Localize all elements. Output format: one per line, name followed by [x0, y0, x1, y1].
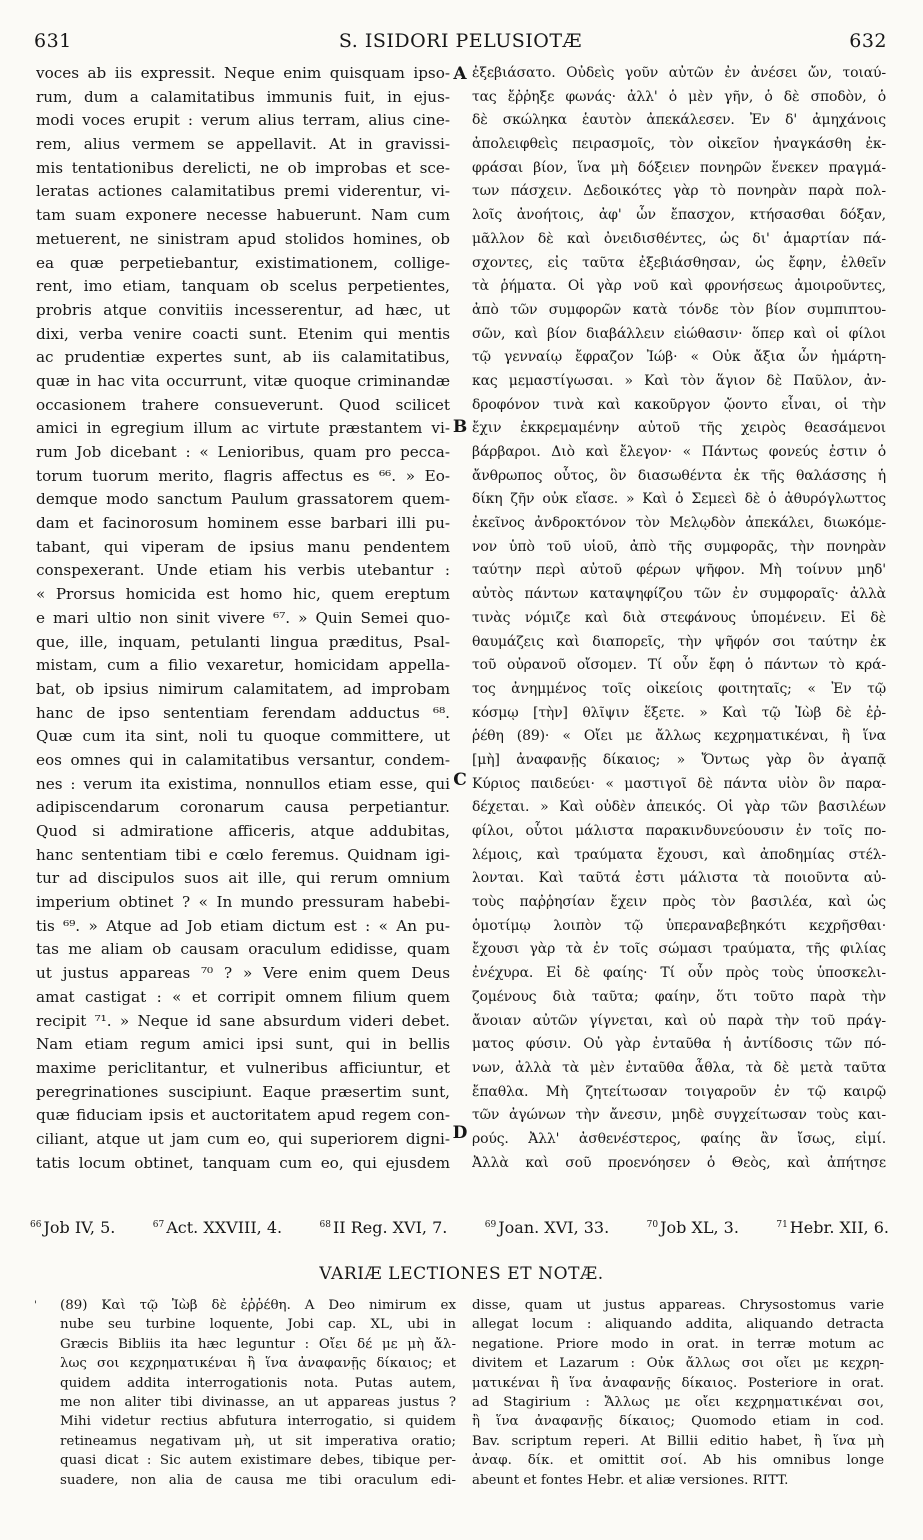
latin-text-line: rum Job dicebant : « Lenioribus, quam pro pecca-: [36, 443, 450, 461]
note-text-line: disse, quam ut justus appareas. Chrysostomus varie: [472, 1298, 884, 1313]
note-text-line: retineamus negativam μὴ, ut sit imperativa oratio;: [60, 1433, 456, 1449]
reference-number: 68: [319, 1220, 331, 1230]
latin-text-line: hanc de ipso sententiam ferendam adductus ⁶⁸.: [36, 703, 450, 722]
greek-column: [472, 62, 886, 1175]
greek-text-line: ὁμοτίμῳ λοιπὸν τῷ ὑπεραναβεβηκότι κεχρῆσθαι·: [472, 917, 886, 934]
section-marker-d: D: [452, 1123, 468, 1143]
greek-text-line: ματος φύσιν. Οὐ γὰρ ἐνταῦθα ἡ ἀντίδοσις τῶν πό-: [472, 1036, 886, 1053]
latin-text-line: mistam, cum a filio vexaretur, homicidam appella-: [36, 656, 450, 675]
latin-text-line: demque modo sanctum Paulum grassatorem quem-: [36, 490, 450, 509]
greek-text-line: ἄνοιαν αὐτῶν γίγνεται, καὶ οὐ παρὰ τὴν τοῦ πράγ-: [472, 1012, 886, 1029]
latin-text-line: « Prorsus homicida est homo hic, quem ereptum: [36, 585, 450, 604]
reference-number: 66: [30, 1220, 42, 1230]
greek-text-line: φράσαι βίον, ἵνα μὴ δόξειεν πονηρῶν ἕνεκεν πραγμά-: [472, 159, 886, 176]
reference-number: 69: [484, 1220, 497, 1230]
greek-text-line: φίλοι, οὗτοι μάλιστα παρακινδυνεύουσιν ἐν τοῖς πο-: [472, 823, 886, 839]
reference-number: 67: [152, 1220, 165, 1230]
greek-text-line: [μὴ] ἀναφανῇς δίκαιος; » Ὄντως γὰρ ὃν ἀγαπᾷ: [472, 751, 886, 768]
note-text-line: quasi dicat : Sic autem existimare debes, tibique per-: [60, 1453, 456, 1469]
latin-text-line: torum tuorum merito, flagris affectus es ⁶⁶. » Eo-: [36, 466, 450, 485]
note-text-line: ἢ ἵνα ἀναφανῇς δίκαιος; Quomodo etiam in cod.: [472, 1414, 884, 1430]
latin-text-line: Quod si admiratione afficeris, atque addubitas,: [36, 822, 450, 840]
latin-text-line: probris atque convitiis incesserentur, ad hæc, ut: [36, 300, 450, 319]
note-text-line: nube seu turbine loquente, Jobi cap. XL, ubi in: [60, 1317, 456, 1333]
latin-text-line: peregrinationes suscipiunt. Eaque præsertim sunt,: [36, 1082, 450, 1101]
greek-text-line: τῷ γενναίῳ ἔφραζον Ἰώβ· « Οὐκ ἄξια ὧν ἡμάρτη-: [472, 349, 886, 366]
latin-text-line: amat castigat : « et corripit omnem filium quem: [36, 987, 450, 1006]
latin-text-line: tatis locum obtinet, tanquam cum eo, qui ejusdem: [36, 1153, 450, 1172]
scripture-reference: [153, 1218, 282, 1237]
note-text-line: negatione. Priore modo in orat. in terræ motum ac: [472, 1336, 884, 1352]
greek-text-line: νον ὑπὸ τοῦ υἱοῦ, ἀπὸ τῆς συμφορᾶς, τὴν πονηρὰν: [472, 538, 886, 555]
latin-text-line: hanc sententiam tibi e cœlo feremus. Quidnam igi-: [36, 845, 450, 864]
latin-text-line: ut justus appareas ⁷⁰ ? » Vere enim quem Deus: [36, 964, 450, 983]
scripture-reference: [485, 1218, 609, 1237]
page-number-right: 632: [849, 30, 887, 52]
latin-text-line: rent, imo etiam, tanquam ob scelus perpetientes,: [36, 277, 450, 296]
latin-text-line: mis tentationibus derelicti, ne ob improbas et sce-: [36, 158, 450, 177]
latin-text-line: voces ab iis expressit. Neque enim quisquam ipso-: [36, 64, 450, 82]
latin-text-line: rum, dum a calamitatibus immunis fuit, in ejus-: [36, 87, 450, 106]
note-text-line: quidem addita interrogationis nota. Putas autem,: [60, 1375, 456, 1391]
note-text-line: Græcis Bibliis ita hæc leguntur : Οἴει δέ με μὴ ἄλ-: [60, 1336, 456, 1352]
greek-text-line: ἐνέχυρα. Εἰ δὲ φαίης· Τί οὖν πρὸς τοὺς ὑποσκελι-: [472, 965, 886, 982]
scripture-reference: [320, 1218, 448, 1237]
greek-text-line: τος ἀνημμένος τοῖς οἰκείοις φοιτηταῖς; « Ἐν τῷ: [472, 680, 886, 697]
note-text-line: Bav. scriptum reperi. At Billii editio habet, ἢ ἵνα μὴ: [472, 1433, 884, 1449]
greek-text-line: ζομένους διὰ ταῦτα; φαίην, ὅτι τοῦτο παρὰ τὴν: [472, 988, 886, 1005]
latin-text-line: nes : verum ita existima, nonnullos etiam esse, qui: [36, 774, 450, 793]
reference-text: Joan. XVI, 33.: [498, 1218, 610, 1237]
reference-text: Job IV, 5.: [43, 1218, 116, 1237]
latin-text-line: conspexerant. Unde etiam his verbis utebantur :: [36, 561, 450, 580]
greek-text-line: ἄνθρωπος οὗτος, ὃν διασωθέντα ἐκ τῆς θαλάσσης ἡ: [472, 467, 886, 484]
greek-text-line: ἀπὸ τῶν συμφορῶν κατὰ τόνδε τὸν βίον συμπιπτου-: [472, 301, 886, 318]
margin-tick-icon: ': [34, 1300, 37, 1311]
greek-text-line: ρούς. Ἀλλ' ἀσθενέστερος, φαίης ἂν ἴσως, εἰμί.: [472, 1130, 886, 1147]
greek-text-line: τοῦ οὐρανοῦ οἴσομεν. Τί οὖν ἔφη ὁ πάντων τὸ κρά-: [472, 657, 886, 674]
greek-text-line: Ἀλλὰ καὶ σοῦ προενόησεν ὁ Θεὸς, καὶ ἀπήτησε: [472, 1154, 886, 1171]
note-text-line: me non aliter tibi divinasse, an ut appareas justus ?: [60, 1394, 456, 1410]
greek-text-line: κας μεμαστίγωσαι. » Καὶ τὸν ἅγιον δὲ Παῦλον, ἀν-: [472, 372, 886, 389]
note-text-line: Mihi videtur rectius abfutura interrogatio, si quidem: [60, 1414, 456, 1430]
greek-text-line: τῶν ἀγώνων τὴν ἄνεσιν, μηδὲ συγχείτωσαν τοὺς και-: [472, 1107, 886, 1124]
latin-text-line: rem, alius vermem se appellavit. At in gravissi-: [36, 135, 450, 154]
latin-text-line: dam et facinorosum hominem esse barbari illi pu-: [36, 514, 450, 533]
greek-text-line: λοῖς ἀνοήτοις, ἀφ' ὧν ἔπασχον, κτήσασθαι δόξαν,: [472, 207, 886, 224]
latin-text-line: ciliant, atque ut jam cum eo, qui superiorem digni-: [36, 1129, 450, 1148]
notes-heading: VARIÆ LECTIONES ET NOTÆ.: [319, 1264, 604, 1284]
latin-column: [36, 62, 450, 1175]
greek-text-line: νων, ἀλλὰ τὰ μὲν ἐνταῦθα ἆθλα, τὰ δὲ μετὰ ταῦτα: [472, 1059, 886, 1076]
latin-text-line: Quæ cum ita sint, noli tu quoque committere, ut: [36, 727, 450, 746]
greek-text-line: τας ἔῤῥηξε φωνάς· ἀλλ' ὁ μὲν γῆν, ὁ δὲ σποδὸν, ὁ: [472, 88, 886, 105]
greek-text-line: κόσμῳ [τὴν] θλῖψιν ἕξετε. » Καὶ τῷ Ἰὼβ δὲ ἐῤ-: [472, 704, 886, 721]
greek-text-line: ἔχουσι γὰρ τὰ ἐν τοῖς σώμασι τραύματα, τῆς φιλίας: [472, 941, 886, 958]
greek-text-line: ταύτην περὶ αὐτοῦ φέρων ψῆφον. Μὴ τοίνυν μηδ': [472, 562, 886, 579]
section-marker-b: B: [452, 417, 468, 437]
latin-text-line: quæ fiduciam ipsis et auctoritatem apud regem con-: [36, 1106, 450, 1125]
note-text-line: (89) Καὶ τῷ Ἰὼβ δὲ ἐῤῥέθη. A Deo nimirum ex: [60, 1298, 456, 1313]
greek-text-line: ἔχιν ἐκκρεμαμένην αὐτοῦ τῆς χειρὸς θεασάμενοι: [472, 420, 886, 437]
greek-text-line: σχοντες, εἰς ταῦτα ἐξεβιάσθησαν, ὡς ἔφην, ἐλθεῖν: [472, 254, 886, 271]
latin-text-line: e mari ultio non sinit vivere ⁶⁷. » Quin Semei quo-: [36, 608, 450, 627]
greek-text-line: ἀπολειφθεὶς πειρασμοῖς, τὸν οἰκεῖον ἠναγκάσθη ἐκ-: [472, 136, 886, 153]
greek-text-line: δροφόνον τινὰ καὶ κακοῦργον ᾤοντο εἶναι, οἱ τὴν: [472, 396, 886, 413]
reference-text: II Reg. XVI, 7.: [332, 1218, 448, 1237]
latin-text-line: maxime periclitantur, et vulneribus afficiuntur, et: [36, 1058, 450, 1077]
page-header: [34, 26, 887, 52]
reference-number: 71: [776, 1220, 788, 1230]
note-text-line: allegat locum : aliquando addita, aliquando detracta: [472, 1317, 884, 1333]
note-text-line: ἀναφ. δίκ. et omittit σοί. Ab his omnibus longe: [472, 1453, 884, 1469]
latin-text-line: amici in egregium illum ac virtute præstantem vi-: [36, 419, 450, 438]
latin-text-line: tas me aliam ob causam oraculum edidisse, quam: [36, 940, 450, 959]
reference-number: 70: [646, 1220, 659, 1230]
scripture-reference: [776, 1218, 889, 1237]
notes-right-column: [472, 1296, 884, 1490]
latin-text-line: tam suam exponere necesse habuerunt. Nam cum: [36, 206, 450, 225]
latin-text-line: occasionem trahere consueverunt. Quod scilicet: [36, 395, 450, 414]
greek-text-line: τινὰς νόμιζε καὶ διὰ στεφάνους ὑπομένειν. Εἰ δὲ: [472, 609, 886, 626]
greek-text-line: ἐκεῖνος ἀνδροκτόνον τὸν Μελῳδὸν ἀπεκάλει, διωκόμε-: [472, 515, 886, 532]
greek-text-line: τοὺς παῤῥησίαν ἔχειν πρὸς τὸν βασιλέα, καὶ ὡς: [472, 894, 886, 911]
latin-text-line: imperium obtinet ? « In mundo pressuram habebi-: [36, 893, 450, 912]
latin-text-line: bat, ob ipsius nimirum calamitatem, ad improbam: [36, 679, 450, 698]
greek-text-line: λονται. Καὶ ταῦτά ἐστι μάλιστα τὰ ποιοῦντα αὐ-: [472, 870, 886, 887]
greek-text-line: βάρβαροι. Διὸ καὶ ἔλεγον· « Πάντως φονεύς ἐστιν ὁ: [472, 444, 886, 460]
greek-text-line: σῶν, καὶ βίον διαβάλλειν εἰώθασιν· ὅπερ καὶ οἱ φίλοι: [472, 325, 886, 342]
notes-left-column: [60, 1296, 456, 1490]
latin-text-line: leratas actiones calamitatibus premi viderentur, vi-: [36, 182, 450, 201]
latin-text-line: dixi, verba venire coacti sunt. Etenim qui mentis: [36, 324, 450, 343]
greek-text-line: δέχεται. » Καὶ οὐδὲν ἀπεικός. Οἱ γὰρ τῶν βασιλέων: [472, 799, 886, 816]
greek-text-line: ἔπαθλα. Μὴ ζητείτωσαν τοιγαροῦν ἐν τῷ καιρῷ: [472, 1083, 886, 1100]
latin-text-line: eos omnes qui in calamitatibus versantur, condem-: [36, 750, 450, 769]
greek-text-line: αὐτὸς πάντων καταψηφίζου τῶν ἐν συμφοραῖς· ἀλλὰ: [472, 586, 886, 603]
latin-text-line: adipiscendarum coronarum causa perpetiantur.: [36, 798, 450, 817]
note-text-line: ματικέναι ἢ ἵνα ἀναφανῇς δίκαιος. Posteriore in orat.: [472, 1375, 884, 1391]
note-text-line: ad Stagirium : Ἄλλως με οἴει κεχρηματικέναι σοι,: [472, 1394, 884, 1410]
note-text-line: suadere, non alia de causa me tibi oraculum edi-: [60, 1472, 456, 1488]
note-text-line: divitem et Lazarum : Οὐκ ἄλλως σοι οἴει με κεχρη-: [472, 1356, 884, 1372]
greek-text-line: των πάσχειν. Δεδοικότες γὰρ τὸ πονηρὰν παρὰ πολ-: [472, 183, 886, 200]
latin-text-line: tis ⁶⁹. » Atque ad Job etiam dictum est : « An pu-: [36, 916, 450, 935]
reference-text: Job XL, 3.: [660, 1218, 739, 1237]
latin-text-line: que, ille, inquam, petulanti lingua præditus, Psal-: [36, 632, 450, 651]
greek-text-line: δίκη ζῆν οὐκ εἴασε. » Καὶ ὁ Σεμεεὶ δὲ ὁ ἀθυρόγλωττος: [472, 491, 886, 508]
running-title: S. ISIDORI PELUSIOTÆ: [338, 30, 583, 52]
scripture-references: [30, 1218, 889, 1237]
greek-text-line: λέμοις, καὶ τραύματα ἔχουσι, καὶ ἀποδημίας στέλ-: [472, 846, 886, 863]
greek-text-line: μᾶλλον δὲ καὶ ὀνειδισθέντες, ὡς δι' ἁμαρτίαν πά-: [472, 230, 886, 247]
latin-text-line: ac prudentiæ expertes sunt, ab iis calamitatibus,: [36, 348, 450, 367]
note-text-line: λως σοι κεχρηματικέναι ἢ ἵνα ἀναφανῇς δίκαιος; et: [60, 1356, 456, 1372]
section-marker-a: A: [453, 64, 467, 84]
scripture-reference: [647, 1218, 739, 1237]
greek-text-line: τὰ ῥήματα. Οἱ γὰρ νοῦ καὶ φρονήσεως ἀμοιροῦντες,: [472, 278, 886, 295]
greek-text-line: ἐξεβιάσατο. Οὐδεὶς γοῦν αὐτῶν ἐν ἀνέσει ὤν, τοιαύ-: [472, 65, 886, 81]
reference-text: Hebr. XII, 6.: [789, 1218, 889, 1237]
page-number-left: 631: [34, 30, 72, 52]
scripture-reference: [30, 1218, 115, 1237]
latin-text-line: Nam etiam regum amici ipsi sunt, qui in bellis: [36, 1035, 450, 1054]
greek-text-line: ῥέθη (89)· « Οἴει με ἄλλως κεχρηματικέναι, ἢ ἵνα: [472, 728, 886, 745]
latin-text-line: ea quæ perpetiebantur, existimationem, collige-: [36, 253, 450, 272]
greek-text-line: δὲ σκώληκα ἑαυτὸν ἀπεκάλεσεν. Ἐν δ' ἀμηχάνοις: [472, 112, 886, 129]
section-marker-c: C: [453, 770, 467, 790]
latin-text-line: metuerent, ne sinistram apud stolidos homines, ob: [36, 229, 450, 248]
latin-text-line: modi voces erupit : verum alius terram, alius cine-: [36, 111, 450, 130]
reference-text: Act. XXVIII, 4.: [166, 1218, 283, 1237]
latin-text-line: tur ad discipulos suos ait ille, qui rerum omnium: [36, 869, 450, 888]
latin-text-line: tabant, qui viperam de ipsius manu pendentem: [36, 537, 450, 556]
latin-text-line: quæ in hac vita occurrunt, vitæ quoque criminandæ: [36, 371, 450, 390]
greek-text-line: Κύριος παιδεύει· « μαστιγοῖ δὲ πάντα υἱὸν ὃν παρα-: [472, 775, 886, 792]
latin-text-line: recipit ⁷¹. » Neque id sane absurdum videri debet.: [36, 1011, 450, 1030]
note-text-line: abeunt et fontes Hebr. et aliæ versiones. RITT.: [472, 1472, 789, 1488]
greek-text-line: θαυμάζεις καὶ διαπορεῖς, τὴν ψῆφόν σοι ταύτην ἐκ: [472, 633, 886, 650]
